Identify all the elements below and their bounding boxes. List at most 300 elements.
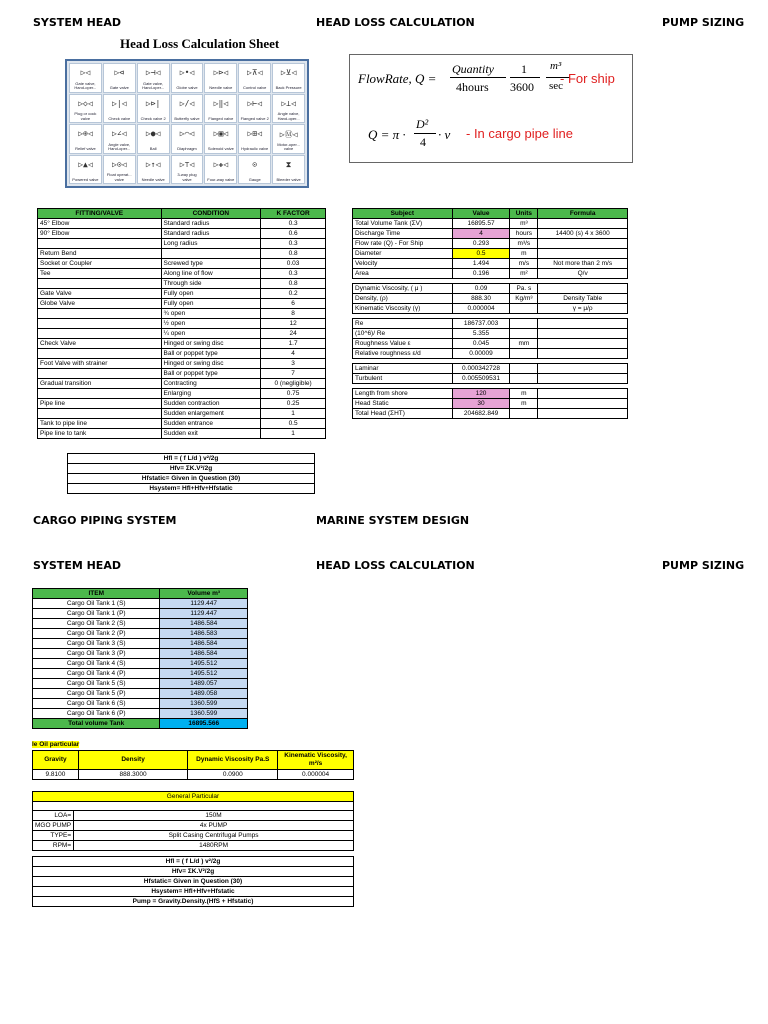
valve-label: Hydraulic valve: [241, 146, 269, 151]
valve-cell: [204, 155, 237, 185]
valve-symbol-icon: ⊙: [252, 159, 258, 169]
valve-label: Diaphragm: [177, 146, 197, 151]
table-row: [38, 409, 326, 419]
oil-particular-table: [32, 750, 354, 780]
valve-symbol-icon: ▷⊼◁: [246, 68, 263, 77]
units-cell: Pa. s: [510, 284, 538, 294]
fitting-cell: Pipe line to tank: [38, 429, 162, 439]
units-cell: m: [510, 249, 538, 259]
valve-cell: [272, 94, 305, 124]
table-row: [353, 259, 628, 269]
valve-label: Needle valve: [141, 176, 165, 182]
condition-cell: Hinged or swing disc: [161, 359, 261, 369]
valve-cell: [272, 155, 305, 185]
tank-name-cell: Cargo Oil Tank 4 (S): [33, 659, 160, 669]
units-cell: m: [510, 389, 538, 399]
header-head-loss-2: HEAD LOSS CALCULATION: [316, 559, 475, 572]
units-cell: hours: [510, 229, 538, 239]
units-cell: [510, 374, 538, 384]
col-density: Density: [78, 751, 187, 770]
table-row: [38, 269, 326, 279]
equation-line: Hsystem= Hfl+Hfv+Hfstatic: [33, 887, 354, 897]
valve-cell: [69, 94, 102, 124]
units-cell: [510, 304, 538, 314]
valve-label: Flanged valve: [208, 115, 234, 121]
general-key: TYPE=: [33, 831, 74, 841]
subject-cell: Velocity: [353, 259, 453, 269]
table-row: [353, 269, 628, 279]
table-row: [38, 379, 326, 389]
formula-cell: [538, 329, 628, 339]
valve-cell: [137, 63, 170, 93]
condition-cell: ¼ open: [161, 329, 261, 339]
valve-cell: [171, 94, 204, 124]
fitting-cell: [38, 329, 162, 339]
subject-cell: Turbulent: [353, 374, 453, 384]
condition-cell: Fully open: [161, 289, 261, 299]
formula-cell: Not more than 2 m/s: [538, 259, 628, 269]
general-key: LOA=: [33, 811, 74, 821]
table-row: [38, 359, 326, 369]
condition-cell: ¾ open: [161, 309, 261, 319]
table-row: [38, 309, 326, 319]
table-row: [33, 609, 248, 619]
table-row: [33, 709, 248, 719]
equation-line: Pump = Gravity.Density.(HfS + Hfstatic): [33, 897, 354, 907]
general-title: General Particular: [33, 792, 354, 802]
table-row: [38, 279, 326, 289]
valve-label: Gauge: [248, 176, 261, 182]
table-row: [33, 831, 354, 841]
units-cell: Kg/m³: [510, 294, 538, 304]
condition-cell: Sudden exit: [161, 429, 261, 439]
subject-cell: Total Head (ΣHT): [353, 409, 453, 419]
valve-symbol-icon: ▷↑◁: [145, 159, 161, 169]
tank-name-cell: Cargo Oil Tank 3 (P): [33, 649, 160, 659]
table-row: [38, 239, 326, 249]
tank-name-cell: Cargo Oil Tank 1 (P): [33, 609, 160, 619]
kfactor-cell: 6: [261, 299, 326, 309]
table-row: [33, 689, 248, 699]
formula-cell: 14400 (s) 4 x 3600: [538, 229, 628, 239]
valve-symbol-icon: ▷⊣◁: [145, 68, 161, 77]
kfactor-cell: 0.25: [261, 399, 326, 409]
units-cell: m³/s: [510, 239, 538, 249]
value-cell: 0.000004: [452, 304, 510, 314]
fitting-cell: [38, 389, 162, 399]
value-cell: 1.494: [452, 259, 510, 269]
valve-symbol-icon: ▷⊳◁: [213, 68, 229, 77]
table-row: [38, 419, 326, 429]
table-row: [38, 219, 326, 229]
table-row: [33, 599, 248, 609]
fitting-cell: [38, 349, 162, 359]
value-cell: 4: [452, 229, 510, 239]
fitting-cell: Foot Valve with strainer: [38, 359, 162, 369]
q-lhs: Q = π ·: [368, 127, 406, 142]
table-row: [33, 699, 248, 709]
subject-cell: Total Volume Tank (ΣV): [353, 219, 453, 229]
table-row: [38, 249, 326, 259]
header-system-head-2: SYSTEM HEAD: [33, 559, 121, 572]
equation-box-2: [32, 856, 354, 907]
fitting-cell: [38, 239, 162, 249]
tank-volume-cell: 1495.512: [160, 659, 248, 669]
condition-cell: Along line of flow: [161, 269, 261, 279]
condition-cell: [161, 249, 261, 259]
header-pump-sizing-2: PUMP SIZING: [662, 559, 745, 572]
valve-symbol-icon: ▷Ⓜ◁: [279, 130, 298, 139]
equation-line: Hfstatic= Given in Question (30): [68, 474, 315, 484]
value-cell: 16895.57: [452, 219, 510, 229]
tank-name-cell: Cargo Oil Tank 3 (S): [33, 639, 160, 649]
table-row: [38, 289, 326, 299]
oil-gravity: 9.8100: [33, 770, 79, 780]
tank-volume-cell: 1486.584: [160, 649, 248, 659]
units-cell: [510, 349, 538, 359]
tank-name-cell: Cargo Oil Tank 5 (S): [33, 679, 160, 689]
value-cell: 0.293: [452, 239, 510, 249]
valve-label: Flanged valve 2: [240, 115, 269, 121]
equation-line: Hfv= ΣK.V²/2g: [68, 464, 315, 474]
table-row: [353, 229, 628, 239]
condition-cell: Standard radius: [161, 219, 261, 229]
subject-cell: Discharge Time: [353, 229, 453, 239]
equation-line: Hfl = ( f L/d ) v²/2g: [68, 454, 315, 464]
total-label: Total volume Tank: [33, 719, 160, 729]
formula-cell: [538, 349, 628, 359]
valve-label: Check valve: [108, 115, 131, 121]
oil-kinvisc: 0.000004: [278, 770, 354, 780]
kfactor-cell: 7: [261, 369, 326, 379]
col-gravity: Gravity: [33, 751, 79, 770]
valve-cell: [171, 63, 204, 93]
subject-cell: (10^6)/ Re: [353, 329, 453, 339]
tank-volume-cell: 1129.447: [160, 609, 248, 619]
valve-cell: [69, 155, 102, 185]
value-cell: 0.005509531: [452, 374, 510, 384]
table-row: [38, 259, 326, 269]
kfactor-cell: 0.8: [261, 279, 326, 289]
col-fitting: FITTING/VALVE: [38, 209, 162, 219]
tank-volume-cell: 1486.584: [160, 619, 248, 629]
table-row: [38, 299, 326, 309]
table-row: [33, 629, 248, 639]
valve-cell: [272, 63, 305, 93]
valve-cell: [137, 94, 170, 124]
condition-cell: Hinged or swing disc: [161, 339, 261, 349]
general-particular-table: [32, 791, 354, 851]
formula-cell: [538, 284, 628, 294]
kfactor-cell: 12: [261, 319, 326, 329]
valve-label: Relief valve: [75, 146, 96, 151]
fitting-cell: [38, 319, 162, 329]
condition-cell: Ball or poppet type: [161, 349, 261, 359]
kfactor-cell: 0.8: [261, 249, 326, 259]
value-cell: 186737.003: [452, 319, 510, 329]
formula-cell: Density Table: [538, 294, 628, 304]
subject-cell: Roughness Value ε: [353, 339, 453, 349]
calc-table: [352, 208, 628, 419]
col-dynvisc: Dynamic Viscosity Pa.S: [188, 751, 278, 770]
valve-symbol-icon: ▷⊲: [114, 68, 125, 77]
table-row: [353, 399, 628, 409]
flow-m3: m³: [550, 60, 562, 72]
valve-symbol-icon: ▷‖◁: [213, 98, 229, 108]
valve-symbol-icon: ▷∠◁: [112, 129, 127, 138]
valve-symbol-icon: ▷•◁: [179, 68, 195, 77]
valve-cell: [69, 63, 102, 93]
units-cell: mm: [510, 339, 538, 349]
condition-cell: Screwed type: [161, 259, 261, 269]
formula-cell: [538, 409, 628, 419]
oil-particular-title: le Oil particular: [32, 741, 80, 748]
table-row: [38, 319, 326, 329]
table-row: [353, 409, 628, 419]
valve-label: Float operat... valve: [106, 172, 132, 182]
condition-cell: Sudden enlargement: [161, 409, 261, 419]
table-row: [353, 219, 628, 229]
header-system-head: SYSTEM HEAD: [33, 16, 121, 29]
condition-cell: Standard radius: [161, 229, 261, 239]
valve-cell: [238, 124, 271, 154]
value-cell: 120: [452, 389, 510, 399]
equation-line: Hfl = ( f L/d ) v²/2g: [33, 857, 354, 867]
valve-symbol-icon: ▷●◁: [145, 129, 161, 138]
valve-label: Plug or cock valve: [74, 111, 97, 121]
kfactor-cell: 0.6: [261, 229, 326, 239]
valve-symbol-icon: ▷▲◁: [78, 159, 93, 169]
table-row: [353, 284, 628, 294]
kfactor-cell: 0.3: [261, 239, 326, 249]
fitting-cell: [38, 279, 162, 289]
subject-cell: Dynamic Viscosity, ( μ ): [353, 284, 453, 294]
valve-cell: [69, 124, 102, 154]
subject-cell: Kinematic Viscosity (γ): [353, 304, 453, 314]
kfactor-cell: 0.3: [261, 269, 326, 279]
valve-cell: [103, 94, 136, 124]
tank-volume-cell: 1486.584: [160, 639, 248, 649]
equation-line: Hsystem= Hfl+Hfv+Hfstatic: [68, 484, 315, 494]
kfactor-cell: 4: [261, 349, 326, 359]
kfactor-cell: 0.75: [261, 389, 326, 399]
tank-volume-table: [32, 588, 248, 729]
kfactor-cell: 1: [261, 409, 326, 419]
kfactor-cell: 3: [261, 359, 326, 369]
condition-cell: Enlarging: [161, 389, 261, 399]
valve-cell: [238, 94, 271, 124]
value-cell: 5.355: [452, 329, 510, 339]
kfactor-cell: 0.03: [261, 259, 326, 269]
units-cell: [510, 319, 538, 329]
valve-cell: [238, 155, 271, 185]
table-row: [33, 841, 354, 851]
fitting-cell: [38, 369, 162, 379]
table-row: [38, 429, 326, 439]
valve-symbol-icon: ▷/◁: [179, 98, 195, 108]
valve-symbol-icon: ▷✚◁: [213, 159, 229, 169]
general-key: MGO PUMP: [33, 821, 74, 831]
subject-cell: Area: [353, 269, 453, 279]
valve-symbols-panel: [65, 59, 309, 188]
table-row: [33, 669, 248, 679]
kfactor-cell: 0 (negligible): [261, 379, 326, 389]
formula-cell: [538, 389, 628, 399]
formula-cell: γ = μ/ρ: [538, 304, 628, 314]
value-cell: 30: [452, 399, 510, 409]
table-row: [353, 249, 628, 259]
valve-symbol-icon: ▷⊢◁: [247, 98, 262, 108]
sheet-title: Head Loss Calculation Sheet: [120, 36, 280, 51]
table-row: [33, 821, 354, 831]
kfactor-cell: 24: [261, 329, 326, 339]
fitting-cell: 45° Elbow: [38, 219, 162, 229]
subject-cell: Density, (ρ): [353, 294, 453, 304]
valve-label: Butterfly valve: [174, 115, 200, 121]
general-value: Split Casing Centrifugal Pumps: [74, 831, 354, 841]
units-cell: m²: [510, 269, 538, 279]
units-cell: m/s: [510, 259, 538, 269]
table-row: [353, 339, 628, 349]
kfactor-cell: 1.7: [261, 339, 326, 349]
subject-cell: Relative roughness ε/d: [353, 349, 453, 359]
valve-cell: [204, 63, 237, 93]
tank-volume-cell: 1489.057: [160, 679, 248, 689]
equation-box-1: [67, 453, 315, 494]
value-cell: 0.09: [452, 284, 510, 294]
formula-cell: [538, 339, 628, 349]
header-head-loss: HEAD LOSS CALCULATION: [316, 16, 475, 29]
fitting-cell: [38, 409, 162, 419]
valve-label: Four-way valve: [207, 176, 235, 182]
condition-cell: Sudden contraction: [161, 399, 261, 409]
table-row: [353, 294, 628, 304]
condition-cell: Fully open: [161, 299, 261, 309]
subject-cell: Length from shore: [353, 389, 453, 399]
table-row: [38, 349, 326, 359]
col-units: Units: [510, 209, 538, 219]
fitting-cell: Gate Valve: [38, 289, 162, 299]
footer-marine: MARINE SYSTEM DESIGN: [316, 514, 470, 527]
table-row: [33, 619, 248, 629]
table-row: [353, 329, 628, 339]
tank-volume-cell: 1129.447: [160, 599, 248, 609]
kfactor-cell: 8: [261, 309, 326, 319]
valve-symbol-icon: ▷⊥◁: [281, 98, 296, 108]
value-cell: 204682.849: [452, 409, 510, 419]
valve-label: Solenoid valve: [207, 146, 234, 151]
table-row: [38, 399, 326, 409]
valve-cell: [238, 63, 271, 93]
subject-cell: Diameter: [353, 249, 453, 259]
kfactor-cell: 1: [261, 429, 326, 439]
subject-cell: Head Static: [353, 399, 453, 409]
flow-one: 1: [521, 62, 527, 76]
tank-volume-cell: 1360.599: [160, 699, 248, 709]
fitting-cell: Gradual transition: [38, 379, 162, 389]
table-row: [38, 369, 326, 379]
q-v: · v: [438, 127, 451, 142]
valve-cell: [204, 94, 237, 124]
table-row: [353, 389, 628, 399]
header-pump-sizing: PUMP SIZING: [662, 16, 745, 29]
value-cell: 0.196: [452, 269, 510, 279]
valve-label: Bleeder valve: [276, 176, 301, 182]
valve-cell: [137, 155, 170, 185]
tank-name-cell: Cargo Oil Tank 2 (P): [33, 629, 160, 639]
fitting-cell: Check Valve: [38, 339, 162, 349]
table-row: [353, 374, 628, 384]
tank-name-cell: Cargo Oil Tank 1 (S): [33, 599, 160, 609]
q-num: D²: [416, 117, 429, 131]
valve-symbol-icon: ▷◁: [80, 68, 91, 77]
q-note: - In cargo pipe line: [466, 126, 573, 141]
col-kinvisc: Kinematic Viscosity, m²/s: [278, 751, 354, 770]
valve-symbol-icon: ⧗: [285, 159, 292, 169]
valve-label: Globe valve: [176, 85, 198, 90]
valve-symbol-icon: ▷⊕◁: [78, 129, 93, 138]
value-cell: 0.000342728: [452, 364, 510, 374]
valve-symbol-icon: ▷⊳|: [145, 98, 161, 108]
valve-label: Control valve: [243, 85, 267, 90]
footer-cargo: CARGO PIPING SYSTEM: [33, 514, 177, 527]
valve-label: Check valve 2: [140, 115, 166, 121]
table-row: [33, 811, 354, 821]
units-cell: [510, 364, 538, 374]
equation-line: Hfv= ΣK.V²/2g: [33, 867, 354, 877]
tank-name-cell: Cargo Oil Tank 6 (S): [33, 699, 160, 709]
flow-lhs: FlowRate, Q =: [358, 71, 437, 86]
valve-symbol-icon: ▷◇◁: [78, 98, 93, 108]
tank-volume-cell: 1486.583: [160, 629, 248, 639]
valve-label: Angle valve, Hand-oper...: [108, 141, 131, 151]
valve-cell: [171, 155, 204, 185]
table-row: [33, 679, 248, 689]
fitting-cell: Tee: [38, 269, 162, 279]
valve-label: Gate valve, Hand-oper...: [142, 80, 165, 90]
value-cell: 0.5: [452, 249, 510, 259]
valve-label: 3-way plug valve: [177, 172, 197, 182]
general-key: RPM=: [33, 841, 74, 851]
units-cell: m: [510, 399, 538, 409]
valve-cell: [171, 124, 204, 154]
fitting-cell: Globe Valve: [38, 299, 162, 309]
general-value: 150M: [74, 811, 354, 821]
valve-cell: [103, 124, 136, 154]
valve-cell: [272, 124, 305, 154]
valve-label: Ball: [149, 146, 157, 151]
condition-cell: Ball or poppet type: [161, 369, 261, 379]
table-row: [353, 349, 628, 359]
table-row: [33, 649, 248, 659]
tank-volume-cell: 1489.058: [160, 689, 248, 699]
valve-symbol-icon: ▷⊻◁: [280, 68, 297, 77]
col-formula: Formula: [538, 209, 628, 219]
table-row: [353, 304, 628, 314]
col-kfactor: K FACTOR: [261, 209, 326, 219]
oil-density: 888.3000: [78, 770, 187, 780]
valve-cell: [204, 124, 237, 154]
table-row: [353, 364, 628, 374]
valve-cell: [137, 124, 170, 154]
kfactor-cell: 0.2: [261, 289, 326, 299]
fitting-cell: Tank to pipe line: [38, 419, 162, 429]
value-cell: 888.30: [452, 294, 510, 304]
valve-symbol-icon: ▷▣◁: [213, 129, 229, 138]
tank-volume-cell: 1495.512: [160, 669, 248, 679]
valve-label: Gate valve, Hand-oper...: [74, 80, 97, 90]
valve-label: Back Pressure: [275, 85, 302, 90]
